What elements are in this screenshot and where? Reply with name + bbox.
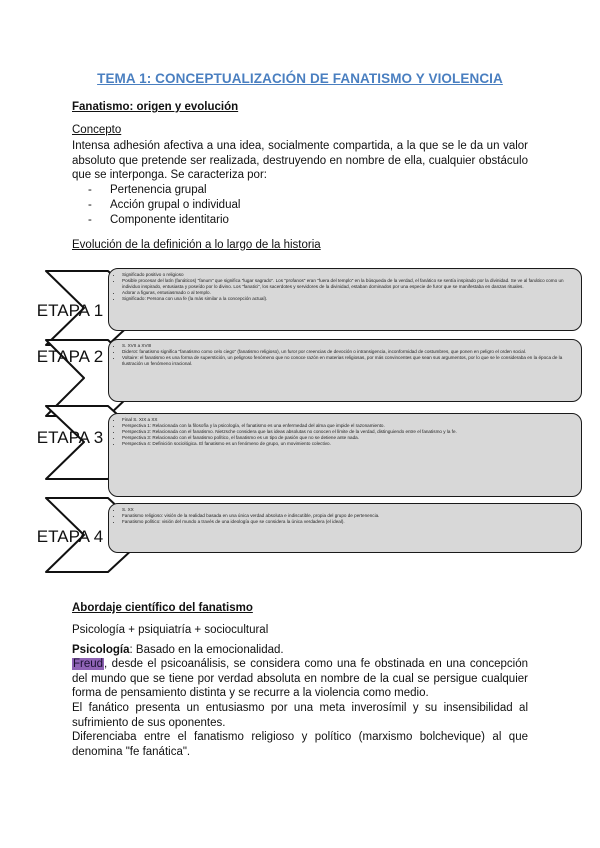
concepto-paragraph: Intensa adhesión afectiva a una idea, socialmente compartida, a la que se le da un valor absoluto que pretende ser realizada, destruyendo en nombre de ella, cualquier obstáculo que se interponga. Se caracteriza por: [72, 140, 528, 181]
list-item: - Acción grupal o individual [88, 199, 241, 211]
fanatico-paragraph: El fanático presenta un entusiasmo por una meta inverosímil y su insensibilidad al sufrimiento de sus oponentes. [72, 702, 528, 729]
concepto-label: Concepto [72, 124, 122, 136]
list-item: • Fanatismo religioso: visión de la realidad basada en una única verdad absoluta e indiscutible, propia del grupo de pertenencia. [122, 513, 575, 519]
list-item: - Pertenencia grupal [88, 184, 207, 196]
list-item: • S. XX [122, 507, 575, 513]
diferenciaba-paragraph: Diferenciaba entre el fanatismo religioso y político (marxismo bolchevique) al que denomina "fe fanática". [72, 731, 528, 758]
etapa-1-box [108, 268, 582, 331]
etapa-2-box [108, 339, 582, 402]
list-item: • Fanatismo político: visión del mundo a través de una ideología que se considera la única verdadera (el ideal). [122, 519, 575, 525]
freud-highlight: Freud [73, 658, 104, 670]
page-title: TEMA 1: CONCEPTUALIZACIÓN DE FANATISMO Y VIOLENCIA [97, 71, 503, 86]
list-item: • Perspectiva 4: Definición sociológica. El fanatismo es un fenómeno de grupo, un movimiento colectivo. [122, 441, 575, 447]
etapa-2-label: ETAPA 2 [36, 347, 104, 366]
disciplines-line: Psicología + psiquiatría + sociocultural [72, 624, 269, 636]
list-item: • Final S. XIX a XX [122, 417, 575, 423]
list-item: • Perspectiva 2: Relacionada con el fanatismo. Nietzsche considera que las ideas absolutas no conocen el límite de la verdad, distinguiendo entre el fanatismo y la fe. [122, 429, 575, 435]
etapa-3-label: ETAPA 3 [36, 428, 104, 447]
list-item: • S. XVII a XVIII [122, 343, 575, 349]
psicologia-line [72, 643, 284, 658]
etapa-1-label: ETAPA 1 [36, 301, 104, 320]
list-item: • Perspectiva 3: Relacionado con el fanatismo político, el fanatismo es un tipo de pasión que no se detiene ante nada. [122, 435, 575, 441]
list-item: • Diderot: fanatismo significa "fanatismo como celo ciego" (fanatismo religioso), un furor por creencias de devoción o intransigencia, inconformidad de costumbres, que ponen en peligro el orden social. [122, 349, 575, 355]
psicologia-label: Psicología [72, 644, 130, 656]
section-heading-origen: Fanatismo: origen y evolución [72, 101, 239, 113]
etapa-3-box [108, 413, 582, 497]
list-item: • Significado: Persona con una fe (la más similar a la concepción actual). [122, 296, 575, 302]
etapa-4-label: ETAPA 4 [36, 527, 104, 546]
section-heading-abordaje: Abordaje científico del fanatismo [72, 602, 253, 614]
list-item: - Componente identitario [88, 214, 229, 226]
freud-text: , desde el psicoanálisis, se considera como una fe obstinada en una concepción del mundo que se tiene por verdad absoluta en nombre de la cual se persigue cualquier forma de pensamiento distinta y se recurre a la violencia como medio. [72, 658, 528, 699]
list-item: • Significado positivo o religioso [122, 272, 575, 278]
psicologia-text: : Basado en la emocionalidad. [129, 644, 284, 656]
list-item: • Posible procesar del latín (fanáticos) "fanum" que significa "lugar sagrado". Los "profanos" eran "fuera del templo" en la búsqueda de la verdad, el fanático se sentía inspirado por la divinidad. Se ve al fanático como un individuo inspirado, entusiasta y poseído por lo divino. Los "fanatici", los sacerdotes y servidores de la divinidad, estaban dominados por una especie de furor que se manifestaba en danzas rituales. [122, 278, 575, 290]
list-item: • Adorar a figuras, entusiasmado o al templo. [122, 290, 575, 296]
etapa-4-box [108, 503, 582, 553]
list-item: • Perspectiva 1: Relacionada con la filosofía y la psicología, el fanatismo es una enfermedad del alma que impide el razonamiento. [122, 423, 575, 429]
freud-paragraph [72, 657, 528, 701]
evolucion-label: Evolución de la definición a lo largo de la historia [72, 239, 321, 251]
list-item: • Voltaire: el fanatismo es una forma de superstición, un peligroso fenómeno que no conoce razón en materias religiosas, por más convincentes que sean sus argumentos, por lo que se le consideraba en la época de la Ilustración un fenómeno irracional. [122, 355, 575, 367]
